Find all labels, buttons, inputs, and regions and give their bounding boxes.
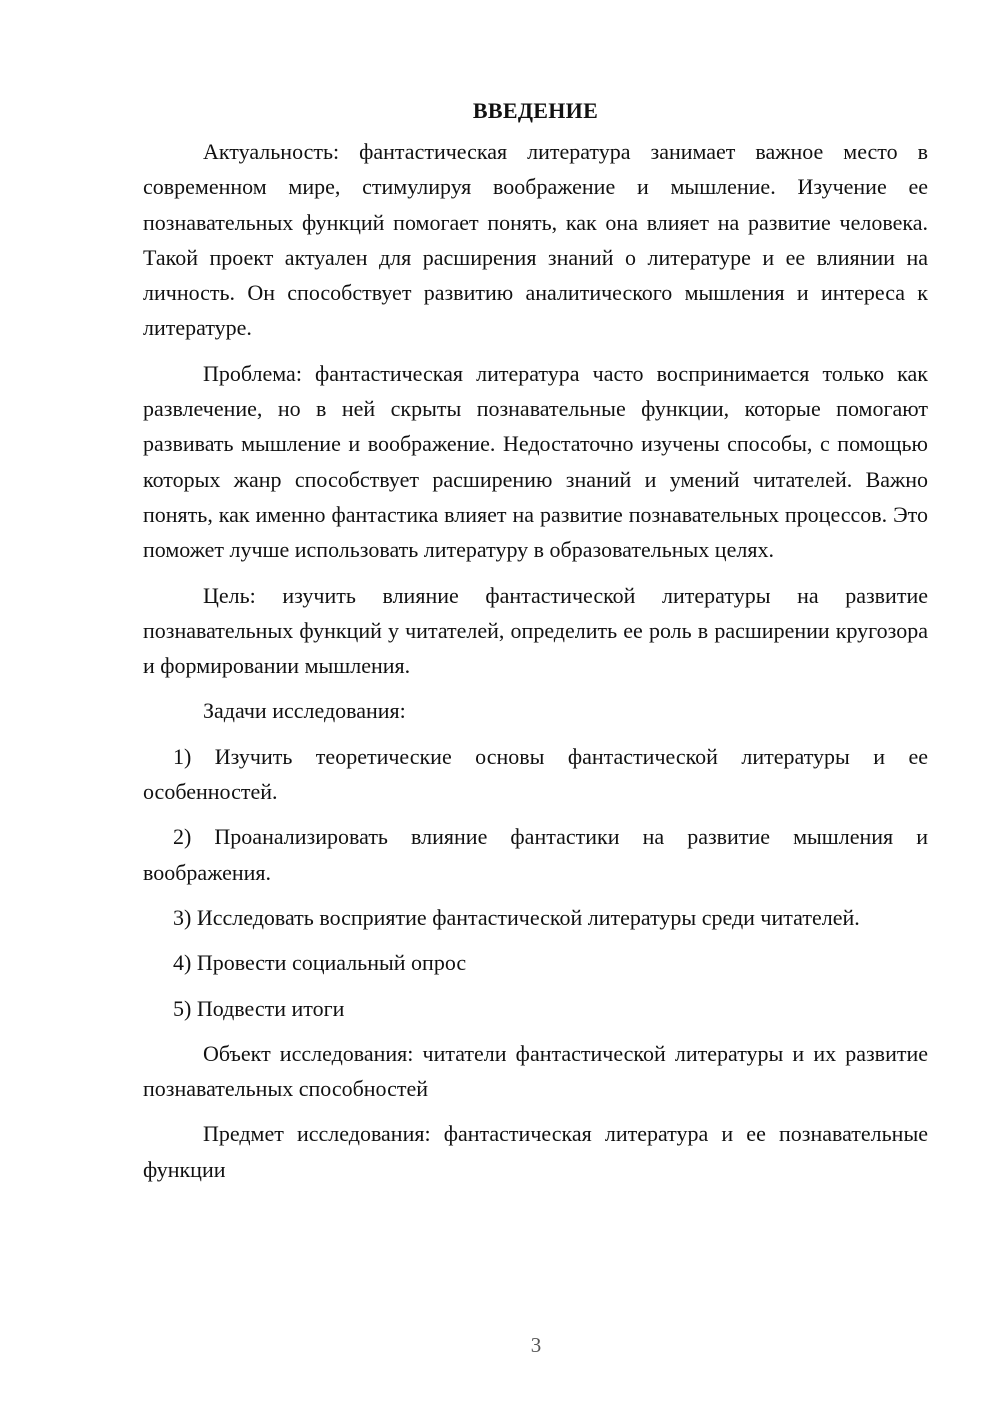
- task-item-2: 2) Проанализировать влияние фантастики на развитие мышления и воображения.: [143, 824, 928, 885]
- problem-paragraph: Проблема: фантастическая литература часто воспринимается только как развлечение, но в ней скрыты познавательные функции, которые помогают развивать мышление и воображение. Недостаточно изучены способы, с помощью которых жанр способствует расширению знаний и умений читателей. Важно понять, как именно фантастика влияет на развитие познавательных процессов. Это поможет лучше использовать литературу в образовательных целях.: [143, 360, 928, 563]
- goal-paragraph: Цель: изучить влияние фантастической литературы на развитие познавательных функций у читателей, определить ее роль в расширении кругозора и формировании мышления.: [143, 582, 928, 679]
- document-page: [143, 96, 928, 1197]
- subject-paragraph: Предмет исследования: фантастическая литература и ее познавательные функции: [143, 1121, 928, 1182]
- task-item-4: 4) Провести социальный опрос: [173, 950, 467, 976]
- relevance-paragraph: Актуальность: фантастическая литература занимает важное место в современном мире, стимулируя воображение и мышление. Изучение ее познавательных функций помогает понять, как она влияет на развитие человека. Такой проект актуален для расширения знаний о литературе и ее влиянии на личность. Он способствует развитию аналитического мышления и интереса к литературе.: [143, 139, 928, 341]
- object-paragraph: Объект исследования: читатели фантастической литературы и их развитие познавательных способностей: [143, 1040, 928, 1102]
- tasks-heading: Задачи исследования:: [203, 698, 406, 724]
- task-item-5: 5) Подвести итоги: [173, 995, 345, 1021]
- task-item-1: 1) Изучить теоретические основы фантастической литературы и ее особенностей.: [143, 743, 928, 805]
- section-heading: ВВЕДЕНИЕ: [472, 98, 599, 123]
- task-item-3: 3) Исследовать восприятие фантастической литературы среди читателей.: [173, 904, 860, 930]
- page-number: 3: [530, 1333, 542, 1357]
